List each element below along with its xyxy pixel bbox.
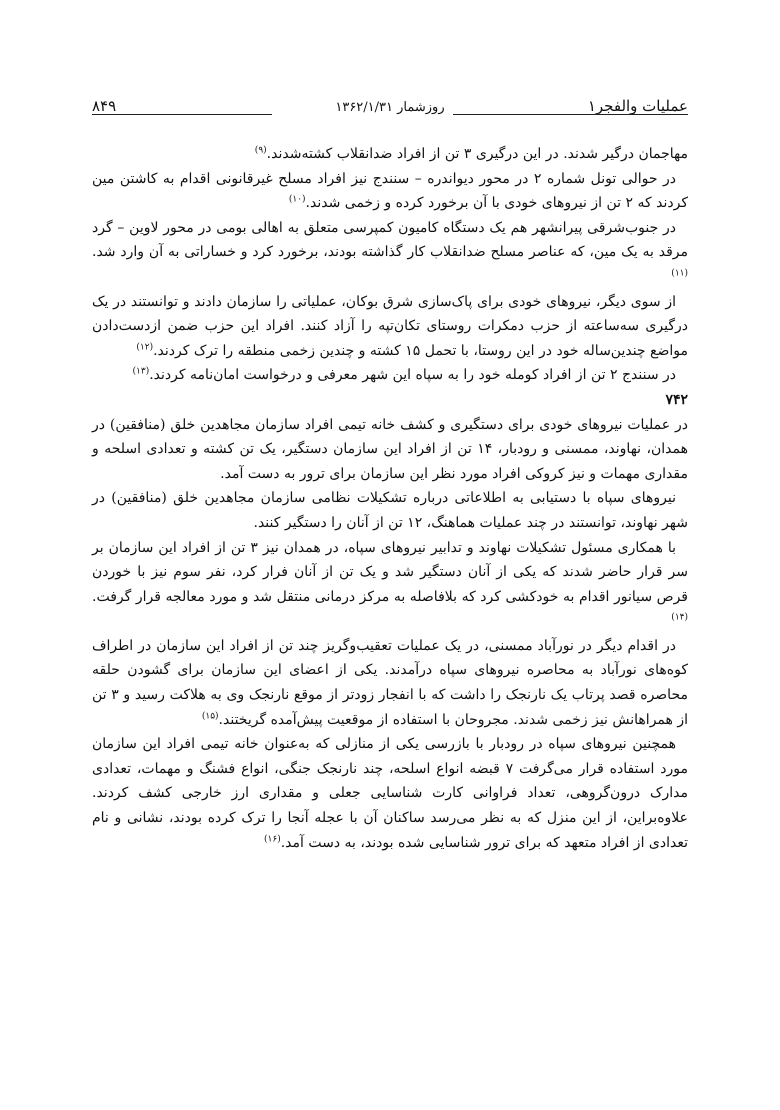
paragraph: با همکاری مسئول تشکیلات نهاوند و تدابیر نیروهای سپاه، در همدان نیز ۳ تن از افراد این سازمان بر سر قرار حاضر شدند که یکی از آنان دستگیر شد و یک تن از آنان فرار کرد، نفر سوم نیز با خوردن قرص سیانور اقدام به خودکشی کرد که بلافاصله به مرکز درمانی منتقل شد و مورد معالجه قرار گرفت.$^{(۱۴)}$ xyxy=(92,539,688,623)
paragraph: از سوی دیگر، نیروهای خودی برای پاک‌سازی شرق بوکان، عملیاتی را سازمان دادند و توانستند در یک درگیری سه‌ساعته از حزب دمکرات روستای تکان‌تپه را آزاد کنند. افراد این حزب ضمن ازدست‌دادن مواضع چندین‌ساله خود در این روستا، با تحمل ۱۵ کشته و چندین زخمی منطقه را ترک کردند.$^{(۱۲)}$ xyxy=(92,293,688,359)
paragraph: همچنین نیروهای سپاه در رودبار با بازرسی یکی از منازلی که به‌عنوان خانه تیمی افراد این سازمان مورد استفاده قرار می‌گرفت ۷ قبضه انواع اسلحه، چند نارنجک جنگی، انواع فشنگ و مهمات، تعدادی مدارک درون‌گروهی، تعداد فراوانی کارت شناسایی جعلی و مقداری ارز خارجی کشف کردند. علاوه‌براین، از این منزل که به نظر می‌رسد ساکنان آن با عجله آنجا را ترک کرده بودند، نشانی و نام تعدادی از افراد متعهد که برای ترور شناسایی شده بودند، به دست آمد.$^{(۱۶)}$ xyxy=(92,736,688,851)
footnote-marker: (۱۴) xyxy=(671,612,688,623)
paragraph: در عملیات نیروهای خودی برای دستگیری و کشف خانه تیمی افراد سازمان مجاهدین خلق (منافقین) در همدان، نهاوند، ممسنی و رودبار، ۱۴ تن از افراد این سازمان دستگیر، یک تن کشته و تعدادی اسلحه و مقداری مهمات و نیز کروکی افراد مورد نظر این سازمان برای ترور به دست آمد. xyxy=(92,416,688,482)
footnote-marker: (۱۰) xyxy=(288,194,306,205)
body-text xyxy=(92,142,688,855)
paragraph: در حوالی تونل شماره ۲ در محور دیواندره – سنندج نیز افراد مسلح غیرقانونی اقدام به کاشتن مین کردند که ۲ تن از نیروهای خودی با آن برخورد کرده و زخمی شدند.$^{(۱۰)}$ xyxy=(92,170,688,212)
footnote-marker: (۱۵) xyxy=(201,711,219,721)
section-heading: ۷۴۲ xyxy=(665,391,688,408)
page-number: ۸۴۹ xyxy=(92,97,117,115)
book-title: عملیات والفجر۱ xyxy=(587,97,688,115)
paragraph: مهاجمان درگیر شدند. در این درگیری ۳ تن از افراد ضدانقلاب کشته‌شدند.$^{(۹)}$ xyxy=(254,145,688,162)
footnote-marker: (۱۳) xyxy=(132,366,150,377)
diary-date: روزشمار ۱۳۶۲/۱/۳۱ xyxy=(335,100,445,115)
page-header xyxy=(92,96,688,126)
header-rule-right xyxy=(453,114,688,115)
footnote-marker: (۱۲) xyxy=(136,342,154,353)
paragraph: در اقدام دیگر در نورآباد ممسنی، در یک عملیات تعقیب‌وگریز چند تن از افراد این سازمان در اطراف کوه‌های نورآباد به محاصره نیروهای سپاه درآمدند. یکی از اعضای این سازمان برای گشودن حلقه محاصره قصد پرتاب یک نارنجک را داشت که با انفجار زودتر از موقع نارنجک وی به هلاکت رسید و ۳ تن از همراهانش نیز زخمی شدند. مجروحان با استفاده از موقعیت پیش‌آمده گریختند.$^{(۱۵)}$ xyxy=(92,637,688,728)
paragraph: نیروهای سپاه با دستیابی به اطلاعاتی درباره تشکیلات نظامی سازمان مجاهدین خلق (منافقین) در شهر نهاوند، توانستند در چند عملیات هماهنگ، ۱۲ تن از آنان را دستگیر کنند. xyxy=(92,490,688,531)
footnote-marker: (۱۱) xyxy=(671,268,688,279)
header-rule-left xyxy=(92,114,272,115)
footnote-marker: (۱۶) xyxy=(264,833,281,844)
footnote-marker: (۹) xyxy=(254,145,267,156)
paragraph: در سنندج ۲ تن از افراد کومله خود را به سپاه این شهر معرفی و درخواست امان‌نامه کردند.$^{(۱۳)}$ xyxy=(132,366,676,384)
paragraph: در جنوب‌شرقی پیرانشهر هم یک دستگاه کامیون کمپرسی متعلق به اهالی بومی در محور لاوین – گرد مرقد به یک مین، که عناصر مسلح ضدانقلاب کار گذاشته بودند، برخورد کرد و خساراتی به آن وارد شد.$^{(۱۱)}$ xyxy=(92,219,688,279)
